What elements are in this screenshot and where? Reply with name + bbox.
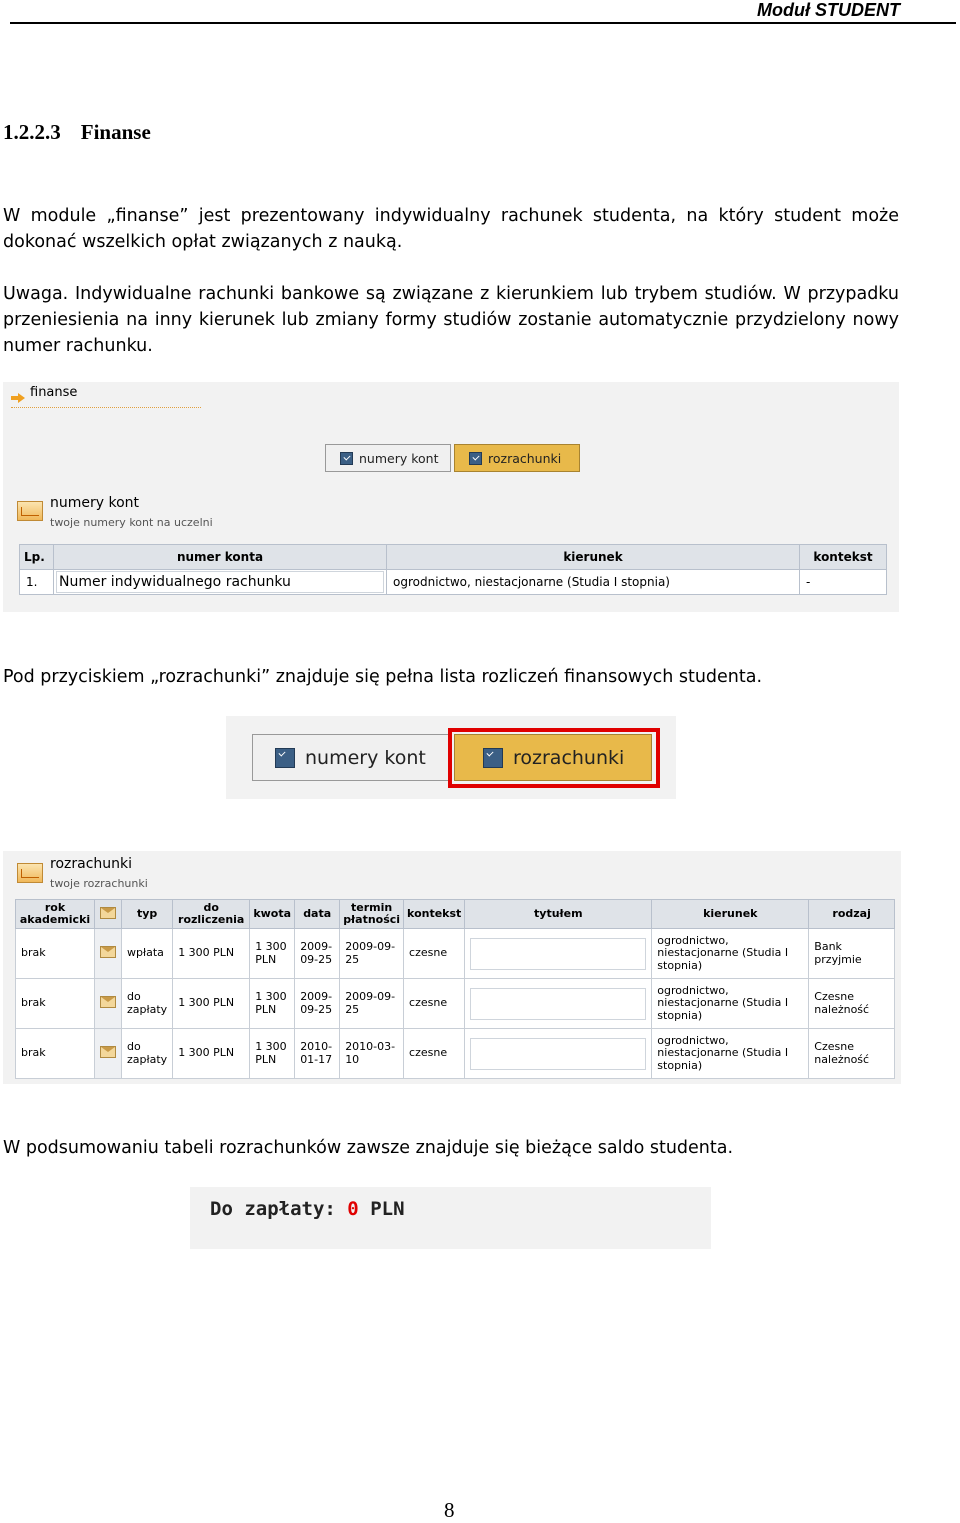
col-rok: rok akademicki [16, 900, 95, 929]
cell-typ: do zapłaty [122, 979, 173, 1029]
section-heading [3, 120, 151, 145]
panel-title: rozrachunki [50, 856, 133, 872]
col-do-rozliczenia: do rozliczenia [173, 900, 250, 929]
breadcrumb-underline [11, 407, 201, 408]
balance-currency: PLN [370, 1198, 405, 1220]
cell-rok: brak [16, 979, 95, 1029]
envelope-icon [100, 946, 116, 958]
cell-kwota: 1 300 PLN [250, 1029, 295, 1079]
col-kontekst: kontekst [404, 900, 465, 929]
screenshot-numery-kont [3, 382, 899, 612]
col-data: data [295, 900, 340, 929]
col-icon [95, 900, 122, 929]
cell-kierunek: ogrodnictwo, niestacjonarne (Studia I stopnia) [652, 1029, 809, 1079]
tab-label: rozrachunki [488, 450, 562, 466]
col-kontekst: kontekst [800, 545, 887, 570]
balance-amount: 0 [347, 1198, 359, 1220]
intro-paragraph: W module „finanse” jest prezentowany indywidualny rachunek studenta, na który student może dokonać wszelkich opłat związanych z nauką. [3, 206, 899, 252]
header-divider [10, 22, 956, 24]
table-row [16, 1029, 895, 1079]
cell-kontekst: czesne [404, 979, 465, 1029]
cell-kwota: 1 300 PLN [250, 929, 295, 979]
tytulem-field[interactable] [470, 1038, 646, 1070]
chart-icon [17, 863, 43, 883]
page-number: 8 [444, 1498, 455, 1522]
table-row [16, 979, 895, 1029]
cell-do: 1 300 PLN [173, 979, 250, 1029]
section-title: Finanse [80, 120, 151, 144]
tab-numery-kont[interactable] [252, 734, 452, 781]
screenshot-saldo [190, 1187, 711, 1249]
col-tytulem: tytułem [465, 900, 652, 929]
cell-do: 1 300 PLN [173, 1029, 250, 1079]
cell-kontekst: czesne [404, 929, 465, 979]
table-header-row [16, 900, 895, 929]
panel-subtitle: twoje numery kont na uczelni [50, 516, 213, 529]
cell-rok: brak [16, 1029, 95, 1079]
cell-data: 2009-09-25 [295, 929, 340, 979]
chevron-down-icon [469, 452, 482, 465]
account-number-field[interactable]: Numer indywidualnego rachunku [56, 571, 384, 593]
cell-numer-konta [54, 570, 387, 595]
settlements-table [15, 899, 895, 1079]
cell-tytulem [465, 1029, 652, 1079]
tab-rozrachunki[interactable] [454, 734, 652, 781]
cell-data: 2010-01-17 [295, 1029, 340, 1079]
cell-termin: 2009-09-25 [340, 929, 404, 979]
cell-do: 1 300 PLN [173, 929, 250, 979]
col-termin: termin płatności [340, 900, 404, 929]
cell-typ: do zapłaty [122, 1029, 173, 1079]
cell-icon[interactable] [95, 979, 122, 1029]
col-kierunek: kierunek [652, 900, 809, 929]
breadcrumb[interactable]: finanse [30, 385, 78, 400]
chevron-down-icon [275, 748, 295, 768]
cell-lp: 1. [20, 570, 54, 595]
cell-termin: 2009-09-25 [340, 979, 404, 1029]
cell-rok: brak [16, 929, 95, 979]
cell-icon[interactable] [95, 1029, 122, 1079]
panel-title: numery kont [50, 495, 140, 511]
balance-label: Do zapłaty: [210, 1198, 336, 1220]
tab-numery-kont[interactable] [325, 444, 451, 472]
col-typ: typ [122, 900, 173, 929]
cell-tytulem [465, 929, 652, 979]
rozrachunki-paragraph: Pod przyciskiem „rozrachunki” znajduje się pełna lista rozliczeń finansowych studenta. [3, 667, 763, 687]
cell-typ: wpłata [122, 929, 173, 979]
cell-rodzaj: Czesne należność [809, 1029, 895, 1079]
envelope-icon [100, 1046, 116, 1058]
cell-rodzaj: Czesne należność [809, 979, 895, 1029]
col-kwota: kwota [250, 900, 295, 929]
table-row [20, 570, 887, 595]
table-header-row [20, 545, 887, 570]
cell-kontekst: czesne [404, 1029, 465, 1079]
chart-icon [17, 501, 43, 521]
table-row [16, 929, 895, 979]
cell-tytulem [465, 979, 652, 1029]
panel-subtitle: twoje rozrachunki [50, 877, 148, 890]
cell-rodzaj: Bank przyjmie [809, 929, 895, 979]
chevron-down-icon [483, 748, 503, 768]
tab-rozrachunki[interactable] [454, 444, 580, 472]
cell-kwota: 1 300 PLN [250, 979, 295, 1029]
saldo-paragraph: W podsumowaniu tabeli rozrachunków zawsze znajduje się bieżące saldo studenta. [3, 1138, 734, 1158]
accounts-table [19, 544, 887, 595]
balance-line [210, 1198, 405, 1220]
section-number: 1.2.2.3 [3, 120, 61, 144]
cell-icon[interactable] [95, 929, 122, 979]
tab-label: numery kont [359, 450, 439, 466]
cell-kierunek: ogrodnictwo, niestacjonarne (Studia I stopnia) [652, 979, 809, 1029]
envelope-icon [100, 996, 116, 1008]
cell-kierunek: ogrodnictwo, niestacjonarne (Studia I stopnia) [387, 570, 800, 595]
chevron-down-icon [340, 452, 353, 465]
col-numer-konta: numer konta [54, 545, 387, 570]
col-rodzaj: rodzaj [809, 900, 895, 929]
tytulem-field[interactable] [470, 988, 646, 1020]
note-paragraph: Uwaga. Indywidualne rachunki bankowe są związane z kierunkiem lub trybem studiów. W przypadku przeniesienia na inny kierunek lub zmiany formy studiów zostanie automatycznie przydzielony nowy numer rachunku. [3, 284, 899, 356]
tytulem-field[interactable] [470, 938, 646, 970]
screenshot-rozrachunki [3, 851, 901, 1084]
col-lp: Lp. [20, 545, 54, 570]
envelope-icon [100, 907, 116, 919]
cell-termin: 2010-03-10 [340, 1029, 404, 1079]
cell-kierunek: ogrodnictwo, niestacjonarne (Studia I stopnia) [652, 929, 809, 979]
module-title: Moduł STUDENT [757, 0, 900, 20]
arrow-right-icon [11, 388, 25, 398]
cell-kontekst: - [800, 570, 887, 595]
cell-data: 2009-09-25 [295, 979, 340, 1029]
screenshot-tabs-zoom [226, 716, 676, 799]
col-kierunek: kierunek [387, 545, 800, 570]
tab-label: numery kont [305, 746, 426, 769]
tab-label: rozrachunki [513, 746, 625, 769]
